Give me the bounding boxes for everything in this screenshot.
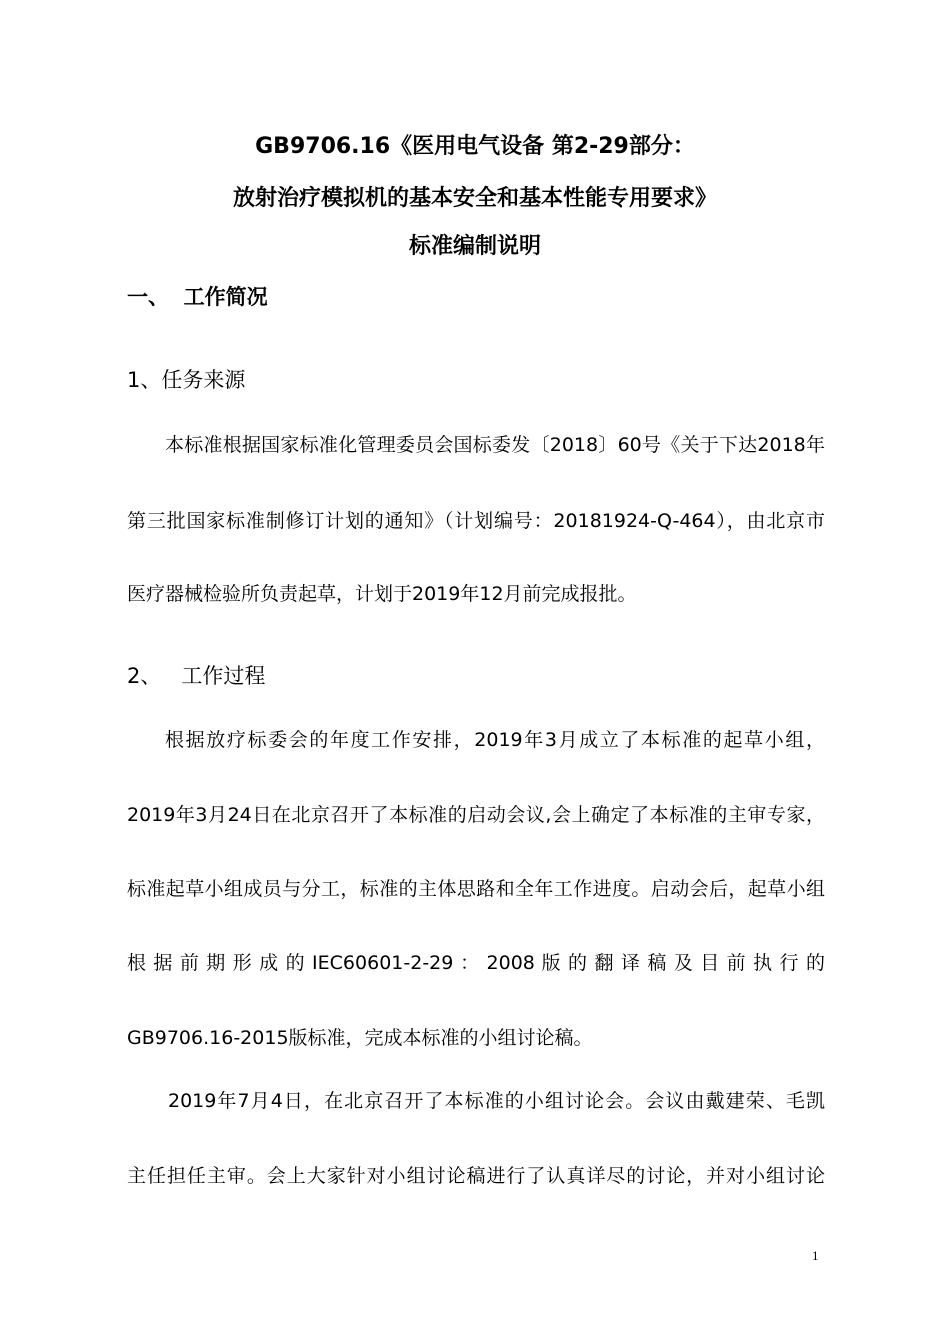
subsection-heading-task-source: 1、任务来源 <box>127 368 246 392</box>
doc-title-line-3: 标准编制说明 <box>408 234 541 259</box>
section-heading-1: 一、 工作简况 <box>127 285 268 309</box>
paragraph-line: 医疗器械检验所负责起草，计划于2019年12月前完成报批。 <box>127 583 637 605</box>
page-number: 1 <box>812 1248 819 1263</box>
paragraph-line: 本标准根据国家标准化管理委员会国标委发〔2018〕60号《关于下达2018年 <box>165 434 825 456</box>
paragraph-line: 2019年7月4日，在北京召开了本标准的小组讨论会。会议由戴建荣、毛凯 <box>168 1090 825 1112</box>
subsection-heading-work-process: 2、 工作过程 <box>127 664 266 688</box>
paragraph-line: 标准起草小组成员与分工，标准的主体思路和全年工作进度。启动会后，起草小组 <box>127 878 825 900</box>
paragraph-line: 根 据 前 期 形 成 的 IEC60601-2-29 ： 2008 版 的 翻 译 稿 及 目 前 执 行 的 <box>127 952 825 974</box>
paragraph-line: 第三批国家标准制修订计划的通知》（计划编号：20181924-Q-464），由北京市 <box>127 510 825 532</box>
doc-title-line-2: 放射治疗模拟机的基本安全和基本性能专用要求》 <box>232 186 717 211</box>
paragraph-line: 2019年3月24日在北京召开了本标准的启动会议,会上确定了本标准的主审专家， <box>127 804 825 826</box>
paragraph-line: GB9706.16-2015版标准，完成本标准的小组讨论稿。 <box>127 1027 593 1049</box>
doc-title-line-1: GB9706.16《医用电气设备 第2-29部分： <box>255 134 695 159</box>
paragraph-line: 主任担任主审。会上大家针对小组讨论稿进行了认真详尽的讨论，并对小组讨论 <box>127 1165 825 1187</box>
paragraph-line: 根据放疗标委会的年度工作安排，2019年3月成立了本标准的起草小组， <box>165 729 825 751</box>
